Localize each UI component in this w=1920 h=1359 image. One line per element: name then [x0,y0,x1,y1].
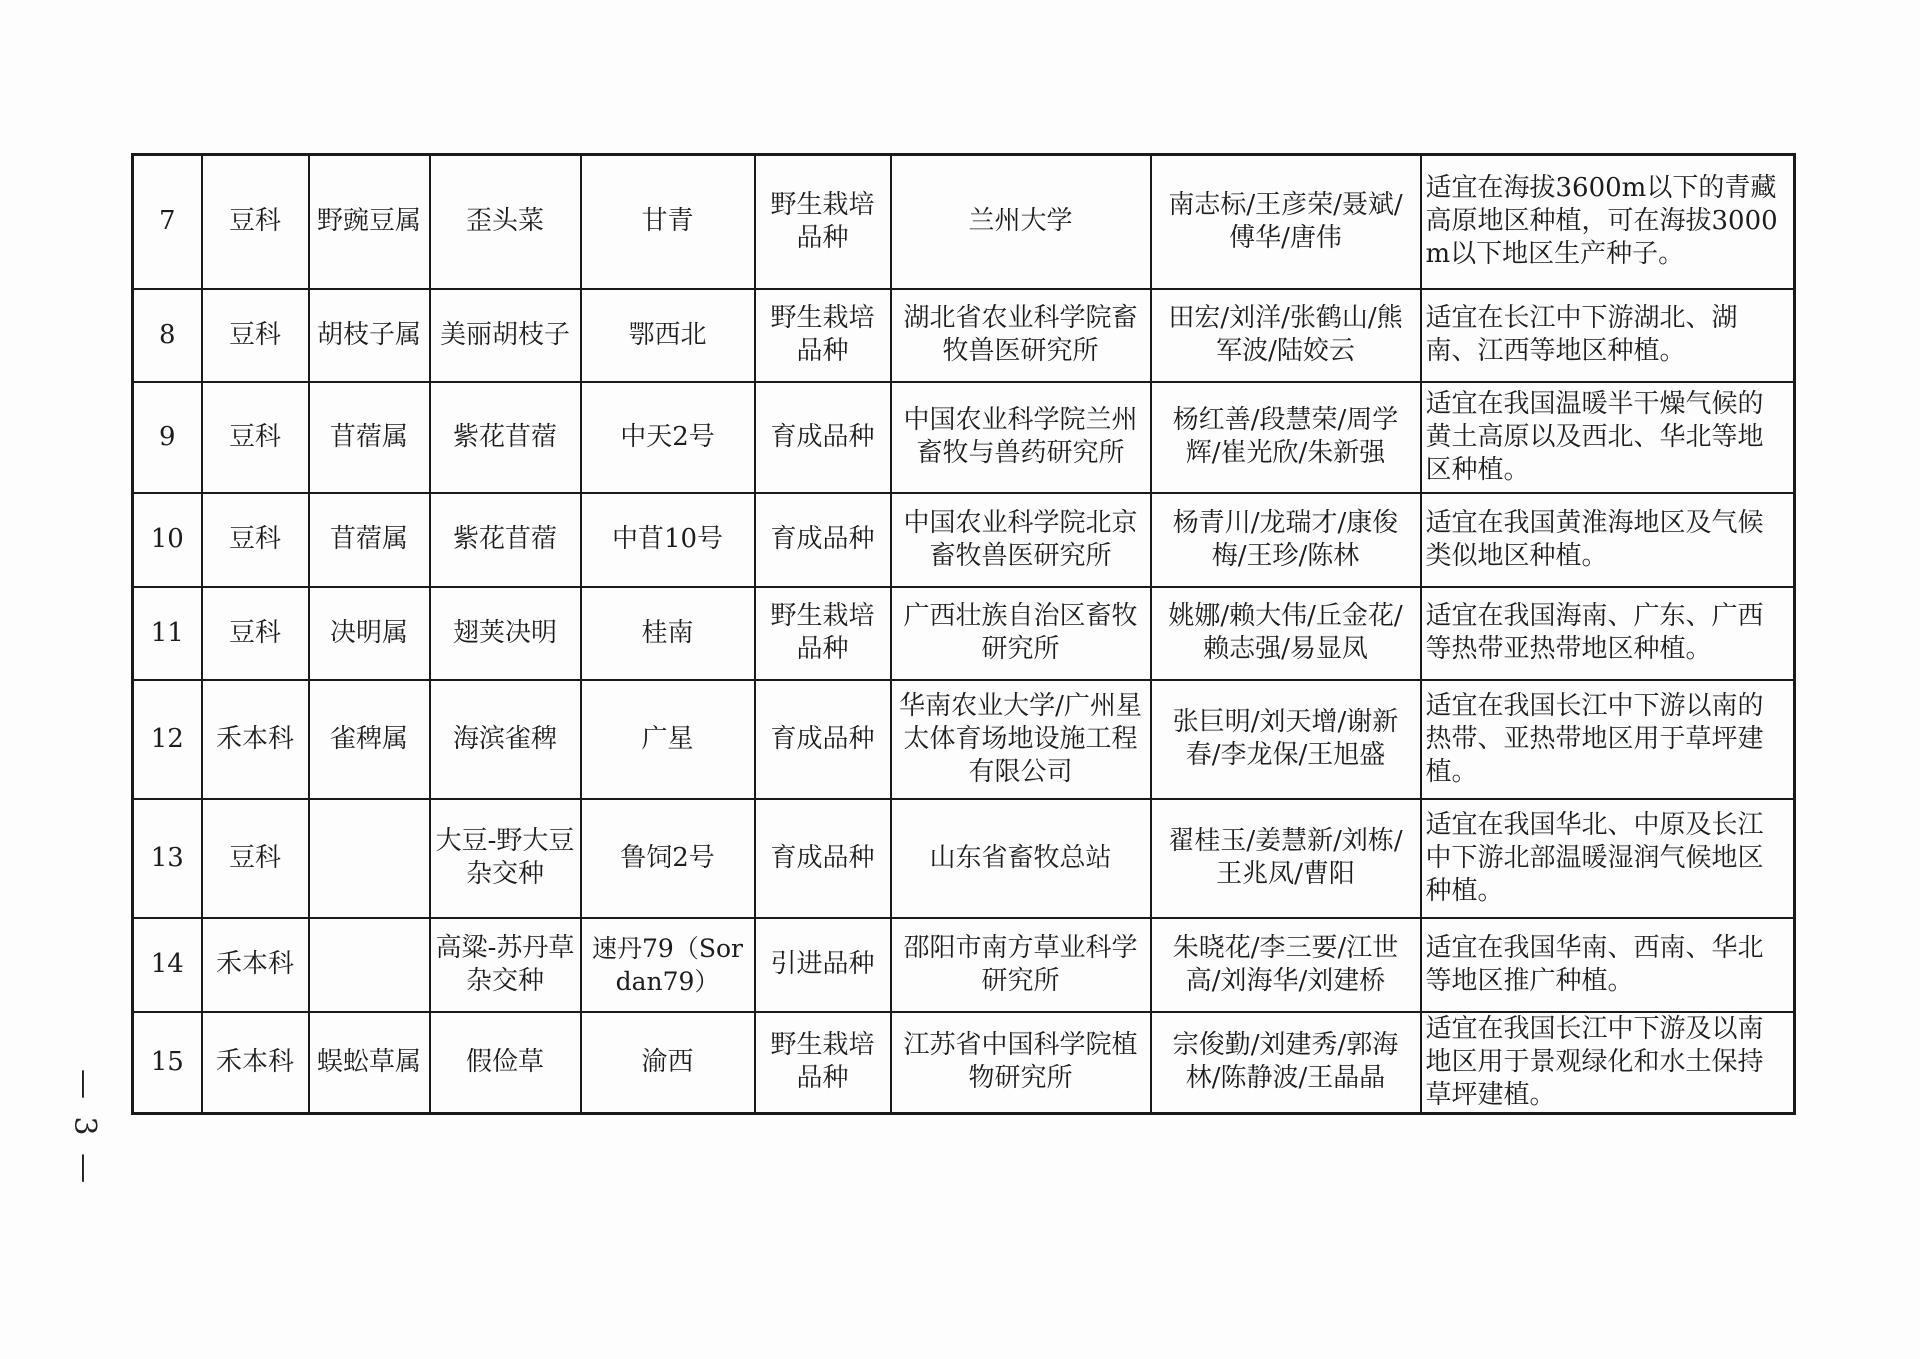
species-cell: 紫花苜蓿 [430,382,581,493]
table-row [133,587,1795,680]
region-cell: 适宜在我国温暖半干燥气候的黄土高原以及西北、华北等地区种植。 [1421,382,1795,493]
variety-cell: 广星 [581,680,755,799]
species-cell: 大豆-野大豆杂交种 [430,799,581,918]
row-number: 7 [133,155,202,289]
table-row [133,382,1795,493]
region-cell: 适宜在我国华南、西南、华北等地区推广种植。 [1421,918,1795,1012]
region-cell: 适宜在我国海南、广东、广西等热带亚热带地区种植。 [1421,587,1795,680]
family-cell: 豆科 [202,289,309,382]
variety-cell: 鄂西北 [581,289,755,382]
breeders-cell: 杨青川/龙瑞才/康俊梅/王珍/陈林 [1151,493,1421,587]
region-cell: 适宜在我国黄淮海地区及气候类似地区种植。 [1421,493,1795,587]
breeders-cell: 宗俊勤/刘建秀/郭海林/陈静波/王晶晶 [1151,1012,1421,1114]
category-cell: 引进品种 [755,918,891,1012]
applicant-cell: 中国农业科学院兰州畜牧与兽药研究所 [891,382,1151,493]
applicant-cell: 山东省畜牧总站 [891,799,1151,918]
breeders-cell: 南志标/王彦荣/聂斌/傅华/唐伟 [1151,155,1421,289]
category-cell: 育成品种 [755,799,891,918]
region-cell: 适宜在我国华北、中原及长江中下游北部温暖湿润气候地区种植。 [1421,799,1795,918]
row-number: 11 [133,587,202,680]
category-cell: 野生栽培品种 [755,1012,891,1114]
species-cell: 美丽胡枝子 [430,289,581,382]
row-number: 10 [133,493,202,587]
table-row [133,918,1795,1012]
genus-cell: 苜蓿属 [309,493,430,587]
breeders-cell: 姚娜/赖大伟/丘金花/赖志强/易显凤 [1151,587,1421,680]
variety-table [131,153,1796,1115]
applicant-cell: 中国农业科学院北京畜牧兽医研究所 [891,493,1151,587]
category-cell: 育成品种 [755,382,891,493]
variety-cell: 甘青 [581,155,755,289]
variety-cell: 中天2号 [581,382,755,493]
family-cell: 豆科 [202,799,309,918]
breeders-cell: 翟桂玉/姜慧新/刘栋/王兆凤/曹阳 [1151,799,1421,918]
family-cell: 豆科 [202,493,309,587]
page-number: — 3 — [67,1068,102,1188]
family-cell: 豆科 [202,587,309,680]
table-row [133,289,1795,382]
family-cell: 豆科 [202,382,309,493]
genus-cell: 苜蓿属 [309,382,430,493]
breeders-cell: 朱晓花/李三要/江世高/刘海华/刘建桥 [1151,918,1421,1012]
row-number: 13 [133,799,202,918]
species-cell: 假俭草 [430,1012,581,1114]
applicant-cell: 湖北省农业科学院畜牧兽医研究所 [891,289,1151,382]
species-cell: 海滨雀稗 [430,680,581,799]
row-number: 8 [133,289,202,382]
variety-cell: 桂南 [581,587,755,680]
family-cell: 禾本科 [202,680,309,799]
row-number: 15 [133,1012,202,1114]
family-cell: 禾本科 [202,1012,309,1114]
row-number: 14 [133,918,202,1012]
species-cell: 高粱-苏丹草杂交种 [430,918,581,1012]
region-cell: 适宜在长江中下游湖北、湖南、江西等地区种植。 [1421,289,1795,382]
applicant-cell: 华南农业大学/广州星太体育场地设施工程有限公司 [891,680,1151,799]
genus-cell: 胡枝子属 [309,289,430,382]
category-cell: 育成品种 [755,493,891,587]
table-row [133,1012,1795,1114]
applicant-cell: 江苏省中国科学院植物研究所 [891,1012,1151,1114]
breeders-cell: 田宏/刘洋/张鹤山/熊军波/陆姣云 [1151,289,1421,382]
applicant-cell: 邵阳市南方草业科学研究所 [891,918,1151,1012]
breeders-cell: 杨红善/段慧荣/周学辉/崔光欣/朱新强 [1151,382,1421,493]
genus-cell: 野豌豆属 [309,155,430,289]
table-row [133,493,1795,587]
family-cell: 禾本科 [202,918,309,1012]
region-cell: 适宜在我国长江中下游以南的热带、亚热带地区用于草坪建植。 [1421,680,1795,799]
variety-cell: 渝西 [581,1012,755,1114]
species-cell: 歪头菜 [430,155,581,289]
category-cell: 育成品种 [755,680,891,799]
region-cell: 适宜在我国长江中下游及以南地区用于景观绿化和水土保持草坪建植。 [1421,1012,1795,1114]
species-cell: 紫花苜蓿 [430,493,581,587]
row-number: 12 [133,680,202,799]
genus-cell [309,918,430,1012]
breeders-cell: 张巨明/刘天增/谢新春/李龙保/王旭盛 [1151,680,1421,799]
genus-cell: 雀稗属 [309,680,430,799]
category-cell: 野生栽培品种 [755,587,891,680]
applicant-cell: 兰州大学 [891,155,1151,289]
genus-cell: 决明属 [309,587,430,680]
genus-cell [309,799,430,918]
species-cell: 翅荚决明 [430,587,581,680]
region-cell: 适宜在海拔3600m以下的青藏高原地区种植，可在海拔3000m以下地区生产种子。 [1421,155,1795,289]
family-cell: 豆科 [202,155,309,289]
category-cell: 野生栽培品种 [755,289,891,382]
table-row [133,155,1795,289]
genus-cell: 蜈蚣草属 [309,1012,430,1114]
table-row [133,799,1795,918]
variety-cell: 速丹79（Sordan79） [581,918,755,1012]
variety-cell: 鲁饲2号 [581,799,755,918]
category-cell: 野生栽培品种 [755,155,891,289]
applicant-cell: 广西壮族自治区畜牧研究所 [891,587,1151,680]
row-number: 9 [133,382,202,493]
variety-cell: 中苜10号 [581,493,755,587]
table-row [133,680,1795,799]
